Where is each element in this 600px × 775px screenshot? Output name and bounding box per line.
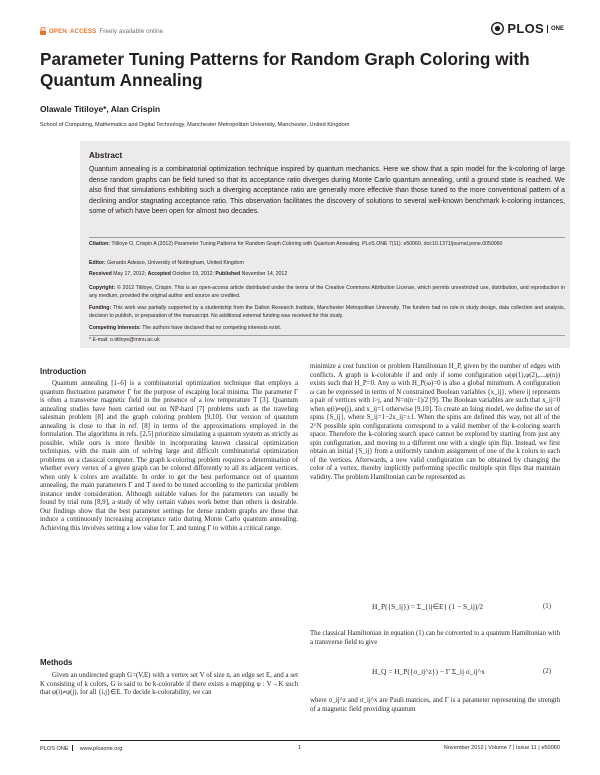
received-label: Received bbox=[89, 271, 112, 277]
paper-affiliation: School of Computing, Mathematics and Digital Technology, Manchester Metropolitan University, Manchester, United Kingdom bbox=[40, 122, 350, 128]
abstract-box bbox=[80, 141, 570, 348]
email-text: * E-mail: o.titiloye@mmu.ac.uk bbox=[89, 337, 160, 343]
email-divider bbox=[89, 335, 565, 336]
footer-rule bbox=[40, 740, 560, 741]
dates-line bbox=[89, 271, 565, 279]
plos-logo-text: PLOS bbox=[507, 21, 544, 36]
footer-site[interactable]: www.plosone.org bbox=[79, 746, 123, 752]
corresponding-email bbox=[89, 337, 565, 345]
funding-line bbox=[89, 305, 565, 320]
equation-1-number: (1) bbox=[543, 603, 552, 610]
methods-paragraph bbox=[40, 672, 298, 698]
right-paragraph-1 bbox=[310, 363, 560, 482]
copyright-line bbox=[89, 285, 565, 300]
open-access-text: OPEN bbox=[49, 27, 67, 35]
footer-issue: November 2012 | Volume 7 | Issue 11 | e50060 bbox=[443, 745, 560, 751]
citation-label: Citation: bbox=[89, 241, 111, 247]
paper-authors: Olawale Titiloye*, Alan Crispin bbox=[40, 104, 161, 114]
published-date: November 14, 2012 bbox=[241, 271, 288, 277]
open-access-lock-icon bbox=[40, 27, 46, 35]
right-text-2: The classical Hamiltonian in equation (1) can be converted to a quantum Hamiltonian with a transverse field to give bbox=[310, 630, 560, 646]
paper-title: Parameter Tuning Patterns for Random Graph Coloring with Quantum Annealing bbox=[40, 49, 530, 90]
equation-2: H_Q = H_P({σ_ij^z}) − Γ Σ_ij σ_ij^x bbox=[372, 667, 485, 676]
footer-journal-name: PLOS ONE bbox=[40, 746, 69, 752]
right-text-3: where σ_ij^z and σ_ij^x are Pauli matrices, and Γ is a parameter representing the strength of a magnetic field providing quantum bbox=[310, 697, 560, 713]
footer-page-number: 1 bbox=[298, 745, 302, 751]
right-paragraph-3 bbox=[310, 697, 560, 714]
accepted-date: October 19, 2012; bbox=[172, 271, 214, 277]
editor-line bbox=[89, 260, 565, 268]
accepted-label: Accepted bbox=[147, 271, 171, 277]
right-paragraph-2 bbox=[310, 630, 560, 647]
introduction-heading: Introduction bbox=[40, 367, 87, 376]
copyright-text: © 2012 Titiloye, Crispin. This is an open-access article distributed under the terms of the Creative Commons Attribution License, which permits unrestricted use, distribution, and reproduction in any medium, provided the original author and source are credited. bbox=[89, 285, 565, 299]
access-text: ACCESS bbox=[69, 27, 97, 35]
copyright-label: Copyright: bbox=[89, 285, 116, 291]
abstract-text: Quantum annealing is a combinatorial optimization technique inspired by quantum mechanics. Here we show that a spin model for the k-coloring of large dense random graphs can be field tuned so that its acceptance ratio diverges during Monte Carlo quantum annealing, until a ground state is reached. We also find that simulations exhibiting such a diverging acceptance ratio are generally more effective than those tuned to the more conventional pattern of a declining and/or stagnating acceptance ratio. This observation facilitates the discovery of solutions to several well-known benchmark k-coloring instances, some of which have been open for almost two decades. bbox=[89, 166, 565, 216]
freely-available-text: Freely available online bbox=[99, 27, 164, 35]
citation-text: Titiloye O, Crispin A (2012) Parameter Tuning Patterns for Random Graph Coloring with Quantum Annealing. PLoS ONE 7(11): e50060. doi:10.1371/journal.pone.0050060 bbox=[111, 241, 503, 247]
intro-text: Quantum annealing [1–6] is a combinatorial optimization technique that employs a quantum fluctuation parameter Γ for the purpose of escaping local minima. The parameter Γ is often a transverse magnetic field in the presence of a low temperature T [3]. Quantum annealing studies have been carried out on NP-hard [7] problems such as the traveling salesman problem [8] and the graph coloring problem [9,10]. Our version of quantum annealing is close to that in ref. [8] in terms of the approximations employed in the formulation. The algorithms in refs. [2,5] prioritize simulating a quantum system as strictly as possible, while ours is more flexible in incorporating known classical optimization techniques, with the main aim of solving large and difficult combinatorial optimization problems on a classical computer. The graph k-coloring problem requires a determination of whether every vertex of a given graph can be colored differently to all its adjacent vertices, when only k colors are available. In order to get the best performance out of quantum annealing, the main parameters Γ and T need to be tuned according to the particular problem instance under consideration. Although suitable values for the parameters can usually be found by trial runs [8,9], a study of why certain values work better than others is desirable. Our findings show that the best parameter settings for dense random graphs are those that induce a continuously increasing acceptance ratio during Monte Carlo quantum annealing. Achieving this involves setting a low value for T, and tuning Γ to within a critical range. bbox=[40, 380, 298, 532]
equation-2-number: (2) bbox=[543, 668, 552, 675]
methods-text: Given an undirected graph G=(V,E) with a vertex set V of size n, an edge set E, and a set K consisting of k colors, G is said to be k-colorable if there exists a mapping φ : V→K such that φ(i)≠φ(j), for all {i,j}∈E. To decide k-colorability, we can bbox=[40, 672, 298, 696]
plos-logo-icon bbox=[491, 22, 504, 35]
citation-line bbox=[89, 241, 565, 249]
abstract-divider bbox=[89, 237, 565, 238]
one-logo-text: ONE bbox=[547, 25, 564, 33]
interests-label: Competing Interests: bbox=[89, 325, 141, 331]
intro-paragraph bbox=[40, 380, 298, 533]
funding-text: This work was partially supported by a studentship from the Dalton Research Institute, Manchester Metropolitan University. The funders had no role in study design, data collection and analysis, decision to publish, or preparation of the manuscript. No additional external funding was received for this study. bbox=[89, 305, 565, 319]
abstract-heading: Abstract bbox=[89, 151, 123, 160]
footer-journal bbox=[40, 745, 122, 752]
interests-text: The authors have declared that no competing interests exist. bbox=[142, 325, 282, 331]
plos-one-logo bbox=[491, 21, 564, 36]
published-label: Published bbox=[215, 271, 241, 277]
equation-1: H_P({S_ij}) = Σ_{ij∈E} (1 − S_ij)/2 bbox=[372, 602, 484, 611]
editor-text: Gerardo Adesso, University of Nottingham, United Kingdom bbox=[107, 260, 244, 266]
editor-label: Editor: bbox=[89, 260, 106, 266]
open-access-label bbox=[40, 27, 163, 35]
funding-label: Funding: bbox=[89, 305, 112, 311]
methods-heading: Methods bbox=[40, 658, 73, 667]
interests-line bbox=[89, 325, 565, 333]
right-text-1: minimize a cost function or problem Hamiltonian H_P, given by the number of edges with conflicts. A graph is k-colorable if and only if some configuration ω(φ(1),φ(2),...,φ(n)) exists such that H_P=0. Any ω with H_P(ω)=0 is also a global minimum. A configuration ω can be expressed in terms of N constrained Boolean variables {x_ij}, where ij represents a pair of vertices with i>j, and N=n(n−1)/2 [9]. The Boolean variables are such that x_ij=0 when φ(i)≠φ(j), and x_ij=1 otherwise [9,10]. To create an Ising model, we define the set of spins {S_ij}, where S_ij=1−2x_ij=±1. When the spins are defined this way, not all of the 2^N possible spin configurations correspond to a valid member of the k-coloring search space. Therefore the k-coloring search space cannot be explored by starting from just any spin configuration, and moving to a different one with a single spin flip. Instead, we first obtain an initial {S_ij} from a uniformly random assignment of one of the k colors to each of the vertices. Afterwards, a new valid configuration can be obtained by changing the color of a vertex, thereby implicitly performing specific multiple spin flips that maintain validity. The problem Hamiltonian can be represented as bbox=[310, 363, 560, 481]
received-date: May 17, 2012; bbox=[113, 271, 147, 277]
